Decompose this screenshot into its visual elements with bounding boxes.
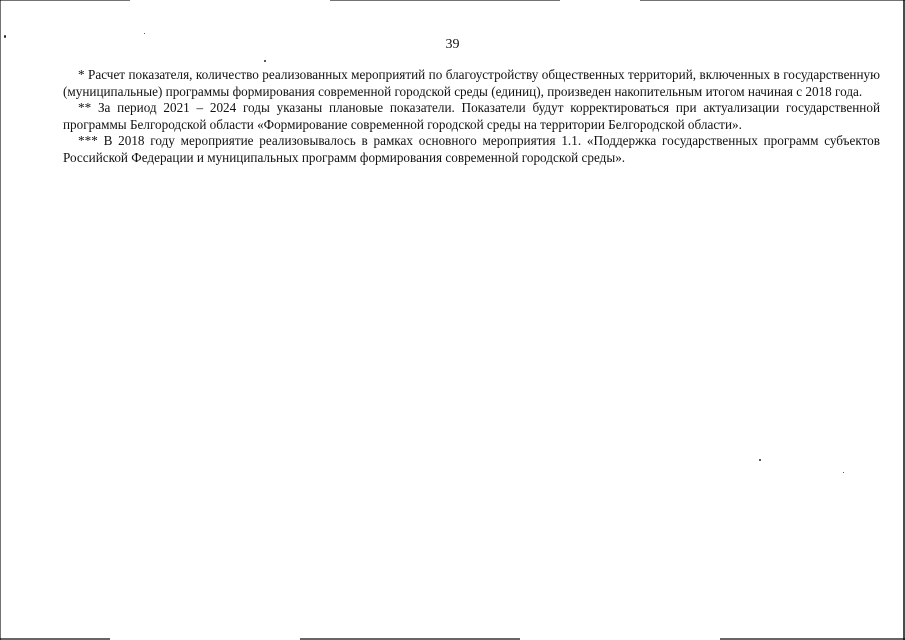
page-number: 39 [445,37,460,52]
footnote-2: ** За период 2021 – 2024 годы указаны плановые показатели. Показатели будут корректироваться при актуализации государственной программы Белгородской области «Формирование современной городской среды на территории Белгородской области». [63,100,880,132]
scan-speck [264,60,266,62]
scan-edge-left [0,0,1,640]
scan-speck [759,459,761,461]
scan-speck [144,33,145,34]
scan-speck [843,472,844,473]
footnotes [63,67,880,167]
footnote-3: *** В 2018 году мероприятие реализовывалось в рамках основного мероприятия 1.1. «Поддержка государственных программ субъектов Российской Федерации и муниципальных программ формирования современной городской среды». [63,133,880,165]
footnote-1: * Расчет показателя, количество реализованных мероприятий по благоустройству общественных территорий, включенных в государственную (муниципальные) программы формирования современной городской среды (единиц), произведен накопительным итогом начиная с 2018 года. [63,67,880,99]
scan-edge-top [0,0,905,1]
